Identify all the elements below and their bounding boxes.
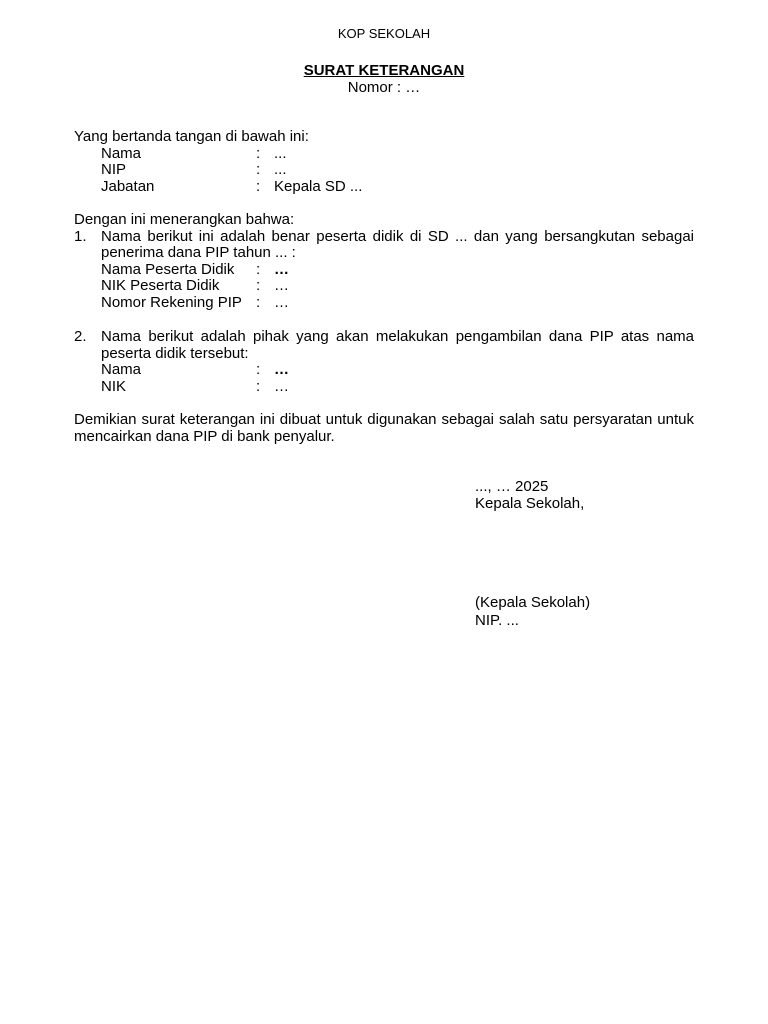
field-colon: : [256,161,261,178]
field-label: NIK Peserta Didik [101,277,220,294]
list-item-2 [74,329,694,362]
list-number: 1. [74,227,87,245]
field-label: Nama [101,144,142,162]
field-colon: : [256,177,261,195]
letterhead-placeholder: KOP SEKOLAH [337,26,431,41]
list-item-text: Nama berikut adalah pihak yang akan melakukan pengambilan dana PIP atas nama peserta didik tersebut: [101,328,694,362]
signature-role: Kepala Sekolah, [475,495,585,512]
signer-section [74,129,694,195]
field-label: NIK [101,377,127,395]
collector-name-row [74,362,694,379]
signature-nip: NIP. ... [475,612,519,629]
field-colon: : [256,293,261,311]
field-value: ... [274,161,287,178]
field-value: ... [274,144,287,162]
statement-item-2-section [74,329,694,395]
account-number-row [74,295,694,312]
closing-paragraph: Demikian surat keterangan ini dibuat untuk digunakan sebagai salah satu persyaratan untuk mencairkan dana PIP di bank penyalur. [74,411,694,445]
signature-name: (Kepala Sekolah) [475,594,591,611]
signature-place-date: ..., … 2025 [475,478,549,495]
field-colon: : [256,277,261,294]
field-colon: : [256,260,261,278]
field-value: … [274,377,289,395]
signer-nip-row [74,162,694,179]
field-value: … [274,277,289,294]
student-nik-row [74,278,694,295]
field-label: Nama Peserta Didik [101,260,235,278]
signer-intro: Yang bertanda tangan di bawah ini: [74,128,309,145]
field-value: Kepala SD ... [274,177,363,195]
field-value: … [274,260,289,278]
field-value: … [274,293,289,311]
field-label: Nomor Rekening PIP [101,293,242,311]
letter-title: SURAT KETERANGAN [303,62,465,79]
list-item-1 [74,229,694,262]
field-label: Nama [101,361,142,378]
field-label: NIP [101,161,127,178]
student-name-row [74,262,694,279]
list-item-text: Nama berikut ini adalah benar peserta didik di SD ... dan yang bersangkutan sebagai penerima dana PIP tahun ... : [101,227,694,261]
field-colon: : [256,144,261,162]
letter-number: Nomor : … [347,79,421,96]
statement-intro: Dengan ini menerangkan bahwa: [74,211,295,228]
field-colon: : [256,361,261,378]
collector-nik-row [74,379,694,396]
field-colon: : [256,377,261,395]
field-label: Jabatan [101,177,155,195]
list-number: 2. [74,328,87,345]
signer-position-row [74,179,694,196]
signer-name-row [74,146,694,163]
statement-section [74,212,694,311]
field-value: … [274,361,289,378]
